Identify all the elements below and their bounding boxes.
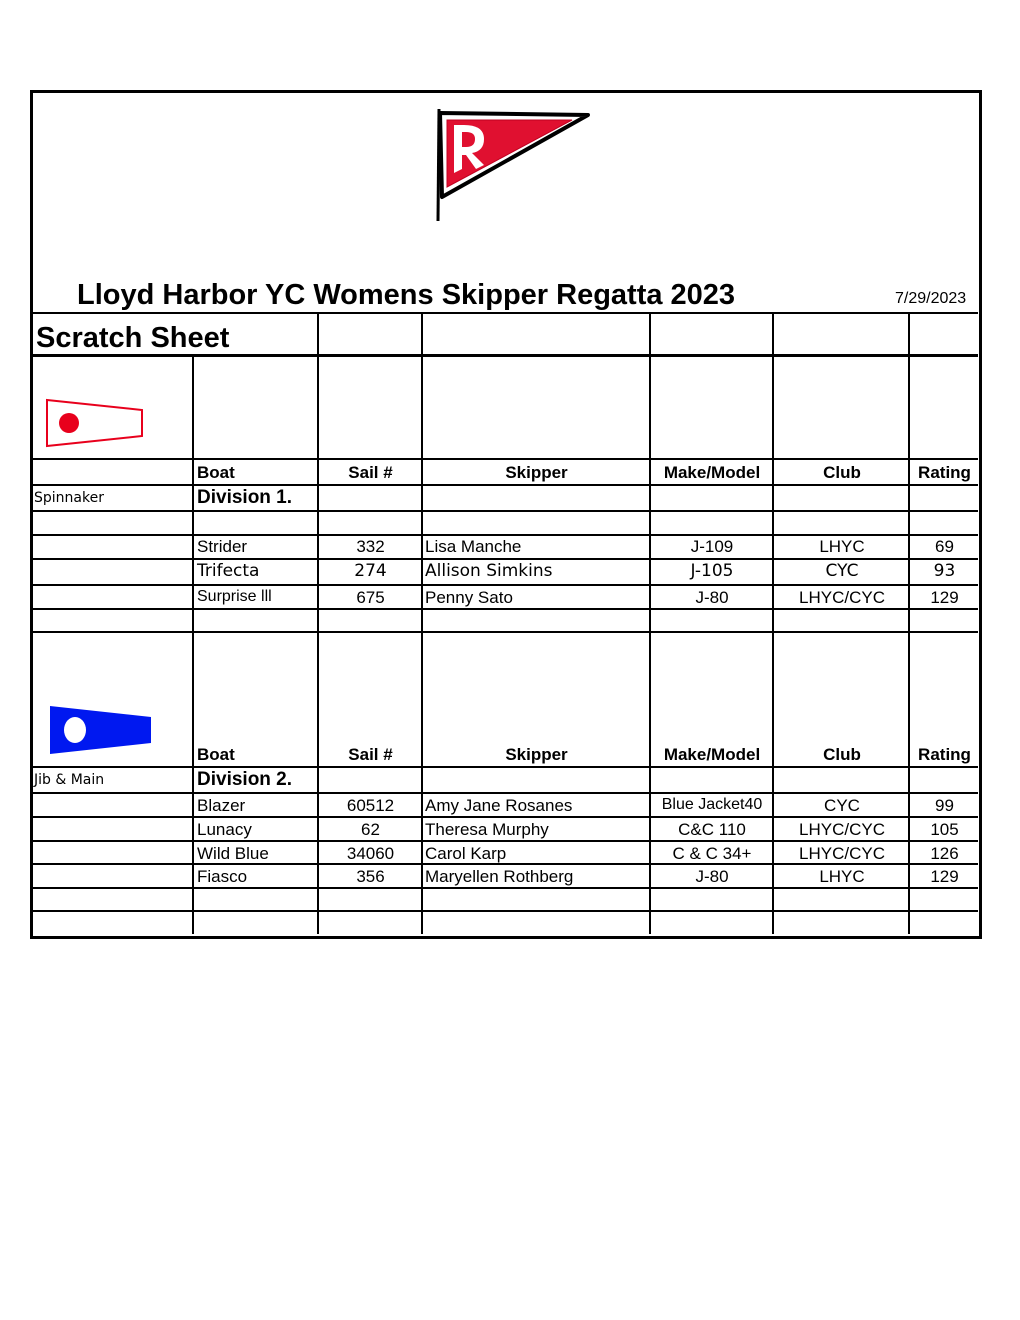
col-header-club: Club xyxy=(823,463,861,482)
grid-line xyxy=(32,484,978,486)
grid-line xyxy=(32,792,978,794)
club-cell: LHYC/CYC xyxy=(799,820,885,839)
boat-cell: Strider xyxy=(197,537,248,556)
boat-cell: Wild Blue xyxy=(197,844,269,863)
col-header-club: Club xyxy=(823,745,861,764)
sail-cell: 62 xyxy=(361,820,380,839)
grid-line xyxy=(32,312,978,314)
grid-line xyxy=(908,312,910,934)
rating-cell: 129 xyxy=(930,867,959,886)
skipper-cell: Lisa Manche xyxy=(425,537,522,556)
rating-cell: 105 xyxy=(930,820,959,839)
grid-line xyxy=(32,863,978,865)
grid-line xyxy=(32,510,978,512)
grid-line xyxy=(32,816,978,818)
grid-line xyxy=(772,312,774,934)
grid-line xyxy=(32,766,978,768)
boat-cell: Lunacy xyxy=(197,820,252,839)
col-header-rating: Rating xyxy=(918,745,971,764)
grid-line xyxy=(421,312,423,934)
division2-name: Division 2. xyxy=(197,769,293,790)
sail-cell: 332 xyxy=(356,537,385,556)
model-cell: J-80 xyxy=(695,588,729,607)
rating-cell: 69 xyxy=(935,537,954,556)
event-date: 7/29/2023 xyxy=(895,290,967,307)
col-header-skipper: Skipper xyxy=(505,745,568,764)
skipper-cell: Penny Sato xyxy=(425,588,513,607)
skipper-cell: Maryellen Rothberg xyxy=(425,867,574,886)
col-header-rating: Rating xyxy=(918,463,971,482)
col-header-skipper: Skipper xyxy=(505,463,568,482)
sail-cell: 34060 xyxy=(346,844,395,863)
boat-cell: Blazer xyxy=(197,796,246,815)
sail-cell: 274 xyxy=(354,561,387,581)
col-header-sail: Sail # xyxy=(348,745,393,764)
club-cell: LHYC/CYC xyxy=(799,844,885,863)
model-cell: C & C 34+ xyxy=(672,844,752,863)
model-cell: J-105 xyxy=(690,561,734,581)
grid-line xyxy=(192,354,194,934)
grid-line xyxy=(32,584,978,586)
grid-line xyxy=(317,312,319,934)
boat-cell: Trifecta xyxy=(197,561,260,581)
grid-line xyxy=(32,458,978,460)
page-title: Lloyd Harbor YC Womens Skipper Regatta 2023 xyxy=(77,279,736,311)
model-cell: Blue Jacket40 xyxy=(661,796,763,813)
grid-line xyxy=(649,312,651,934)
model-cell: J-109 xyxy=(690,537,734,556)
col-header-sail: Sail # xyxy=(348,463,393,482)
grid-line xyxy=(32,558,978,560)
rating-cell: 126 xyxy=(930,844,959,863)
club-cell: LHYC xyxy=(819,537,865,556)
division2-class-label: Jib & Main xyxy=(34,772,105,788)
grid-line xyxy=(32,910,978,912)
col-header-boat: Boat xyxy=(197,463,235,482)
rating-cell: 129 xyxy=(930,588,959,607)
skipper-cell: Amy Jane Rosanes xyxy=(425,796,573,815)
sheet-subtitle: Scratch Sheet xyxy=(36,322,230,354)
col-header-model: Make/Model xyxy=(663,745,761,764)
division1-class-label: Spinnaker xyxy=(34,490,104,506)
skipper-cell: Carol Karp xyxy=(425,844,507,863)
grid-line xyxy=(32,840,978,842)
sail-cell: 356 xyxy=(356,867,385,886)
club-cell: LHYC xyxy=(819,867,865,886)
club-cell: CYC xyxy=(824,796,860,815)
col-header-model: Make/Model xyxy=(663,463,761,482)
jib-main-pennant-icon xyxy=(48,704,154,758)
division1-name: Division 1. xyxy=(197,487,293,508)
spinnaker-pennant-icon xyxy=(44,396,146,450)
club-cell: LHYC/CYC xyxy=(799,588,885,607)
grid-line xyxy=(32,887,978,889)
rating-cell: 93 xyxy=(933,561,956,581)
boat-cell: Fiasco xyxy=(197,867,248,886)
sail-cell: 60512 xyxy=(346,796,395,815)
grid-line xyxy=(32,631,978,633)
model-cell: C&C 110 xyxy=(678,820,746,839)
grid-line xyxy=(32,608,978,610)
rating-cell: 99 xyxy=(935,796,954,815)
boat-cell: Surprise lll xyxy=(197,588,272,605)
grid-line xyxy=(32,354,978,357)
grid-line xyxy=(32,534,978,536)
club-cell: CYC xyxy=(825,561,859,581)
col-header-boat: Boat xyxy=(197,745,235,764)
skipper-cell: Allison Simkins xyxy=(425,561,553,581)
model-cell: J-80 xyxy=(695,867,729,886)
skipper-cell: Theresa Murphy xyxy=(425,820,549,839)
sail-cell: 675 xyxy=(356,588,385,607)
club-burgee-logo xyxy=(430,105,595,227)
